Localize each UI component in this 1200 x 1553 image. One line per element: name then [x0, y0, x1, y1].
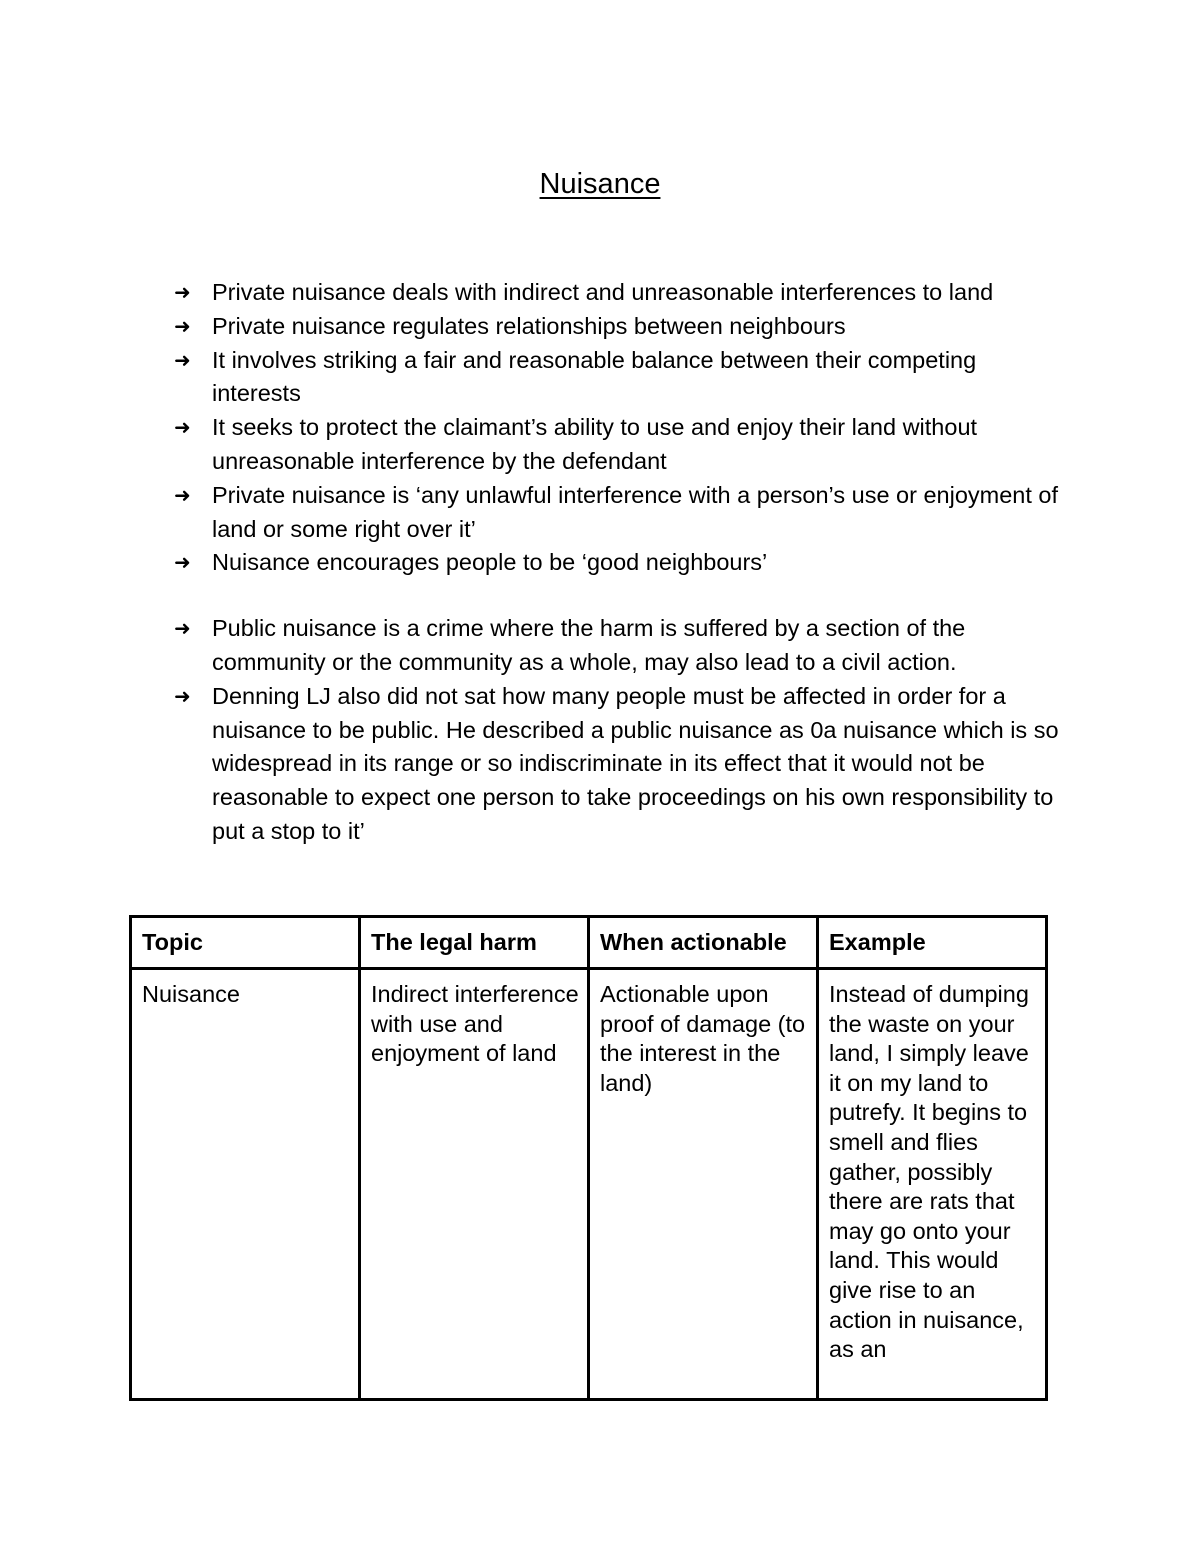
- bullet-text: Private nuisance regulates relationships between neighbours: [212, 312, 846, 339]
- arrow-icon: ➜: [174, 347, 191, 372]
- list-item: [174, 276, 1064, 310]
- bullet-text: It involves striking a fair and reasonable balance between their competing interests: [212, 346, 977, 407]
- list-item: [174, 479, 1064, 547]
- comparison-table: [129, 915, 1048, 1401]
- list-item: [174, 546, 1064, 580]
- bullet-list: [174, 276, 1064, 849]
- column-header-topic: Topic: [131, 917, 360, 969]
- arrow-icon: ➜: [174, 415, 191, 440]
- arrow-icon: ➜: [174, 482, 191, 507]
- page-title: Nuisance: [539, 168, 661, 200]
- list-item: [174, 612, 1064, 680]
- table-row: [131, 969, 1047, 1400]
- bullet-text: Nuisance encourages people to be ‘good neighbours’: [212, 549, 768, 576]
- cell-legal-harm: Indirect interference with use and enjoyment of land: [360, 969, 589, 1400]
- arrow-icon: ➜: [174, 683, 191, 708]
- arrow-icon: ➜: [174, 313, 191, 338]
- cell-topic: Nuisance: [131, 969, 360, 1400]
- bullet-text: Denning LJ also did not sat how many people must be affected in order for a nuisance to be public. He described a public nuisance as 0a nuisance which is so widespread in its range or so indiscriminate in its effect that it would not be reasonable to expect one person to take proceedings on his own responsibility to put a stop to it’: [212, 682, 1059, 844]
- list-item: [174, 680, 1064, 849]
- list-item: [174, 310, 1064, 344]
- column-header-example: Example: [818, 917, 1047, 969]
- bullet-text: It seeks to protect the claimant’s ability to use and enjoy their land without unreasonable interference by the defendant: [212, 414, 978, 474]
- arrow-icon: ➜: [174, 616, 191, 641]
- bullet-text: Public nuisance is a crime where the harm is suffered by a section of the community or the community as a whole, may also lead to a civil action.: [212, 615, 966, 675]
- list-item: [174, 411, 1064, 479]
- table-header-row: [131, 917, 1047, 969]
- bullet-text: Private nuisance deals with indirect and unreasonable interferences to land: [212, 279, 994, 305]
- arrow-icon: ➜: [174, 550, 191, 575]
- cell-when-actionable: Actionable upon proof of damage (to the interest in the land): [589, 969, 818, 1400]
- arrow-icon: ➜: [174, 280, 191, 304]
- column-header-when-actionable: When actionable: [589, 917, 818, 969]
- list-item: [174, 344, 1064, 412]
- cell-example: Instead of dumping the waste on your land, I simply leave it on my land to putrefy. It begins to smell and flies gather, possibly there are rats that may go onto your land. This would give rise to an action in nuisance, as an: [818, 969, 1047, 1400]
- column-header-legal-harm: The legal harm: [360, 917, 589, 969]
- bullet-text: Private nuisance is ‘any unlawful interference with a person’s use or enjoyment of land or some right over it’: [212, 481, 1059, 542]
